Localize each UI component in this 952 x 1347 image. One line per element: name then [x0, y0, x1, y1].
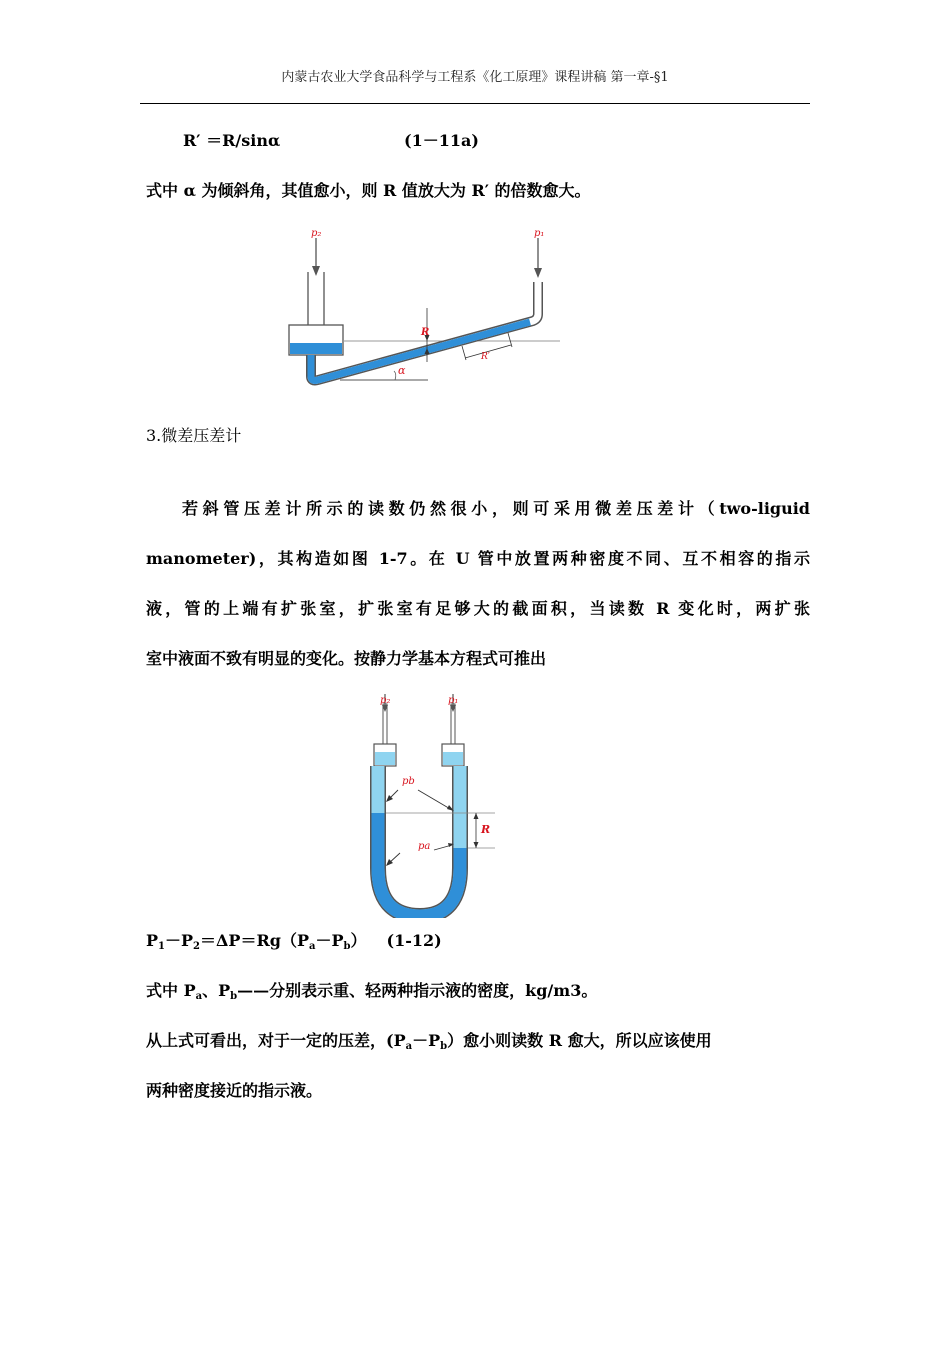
intro-line-3: 液，管的上端有扩张室，扩张室有足够大的截面积，当读数 R 变化时，两扩张: [146, 599, 810, 618]
equation-1-12: $P_1-P_2=\Delta P=Rg(P_a-P_b)$ (1-12): [146, 931, 442, 952]
conclusion-line-2: 两种密度接近的指示液。: [146, 1081, 323, 1100]
intro-line-2: manometer)，其构造如图 1-7。在 U 管中放置两种密度不同、互不相容的指示: [146, 549, 810, 568]
page-header: 内蒙古农业大学食品科学与工程系《化工原理》课程讲稿 第一章-§1: [281, 70, 669, 85]
equation-1-12-number: (1-12): [386, 931, 442, 950]
u-r-label: R: [481, 823, 491, 836]
conclusion-paragraph: [146, 1031, 810, 1131]
inclined-manometer-figure: [280, 220, 570, 390]
intro-line-4: 室中液面不致有明显的变化。按静力学基本方程式可推出: [146, 649, 547, 668]
header-rule: [140, 103, 810, 104]
alpha-label: α: [398, 364, 406, 377]
equation-number: (1－11a): [404, 131, 479, 150]
alpha-explanation: 式中 α 为倾斜角，其值愈小，则 R 值放大为 R′ 的倍数愈大。: [146, 181, 591, 200]
pb-label: pb: [402, 776, 415, 787]
p2-label: p₂: [311, 228, 322, 239]
u-p2-label: p₂: [380, 695, 391, 706]
equation-formula: R′ ＝R/sinα: [183, 131, 281, 150]
intro-paragraph: [146, 499, 810, 699]
micro-manometer-figure: [360, 688, 520, 918]
intro-line-1: 若斜管压差计所示的读数仍然很小，则可采用微差压差计（two-liguid: [182, 499, 810, 518]
r-prime-label: R′: [481, 352, 490, 362]
section-title: 3.微差压差计: [146, 426, 242, 445]
density-definition: 式中 $P_a$、$P_b——$分别表示重、轻两种指示液的密度，kg/m3。: [146, 981, 598, 1002]
u-p1-label: p₁: [448, 695, 459, 706]
r-label: R: [421, 327, 430, 338]
pa-label: pa: [418, 841, 431, 852]
p1-label: p₁: [534, 228, 545, 239]
conclusion-line-1: 从上式可看出，对于一定的压差，$(P_a-P_b)$愈小则读数 R 愈大，所以应该使用: [146, 1031, 712, 1052]
